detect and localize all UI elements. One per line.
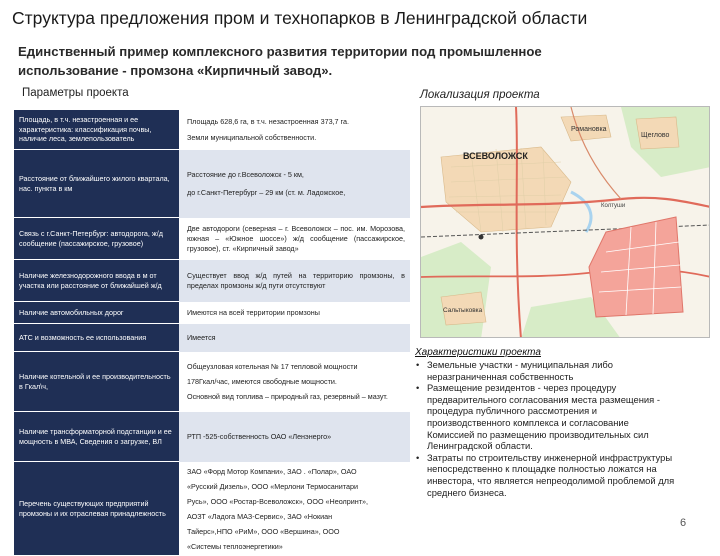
row-value [179, 352, 410, 412]
row-value [179, 110, 410, 150]
row-label: Связь с г.Санкт-Петербург: автодорога, ж/д сообщение (пассажирское, грузовое) [14, 218, 179, 260]
row-label: Наличие автомобильных дорог [14, 302, 179, 324]
table-row [14, 302, 410, 324]
list-item: • Размещение резидентов - через процедуру предварительного согласования места размещения - процедура публичного рассмотрения и производственного комплекса и согласование Комиссией по размещению производительных сил Ленинградской области. [414, 382, 676, 452]
value-line: «Системы теплоэнергетики» [187, 541, 283, 551]
value-line: АОЗТ «Ладога МАЗ-Сервис», ЗАО «Нокиан [187, 511, 333, 521]
value-line: Земли муниципальной собственности. [187, 133, 317, 142]
list-item: • Земельные участки - муниципальная либо неразграниченная собственность [414, 359, 676, 382]
row-value [179, 150, 410, 218]
row-label: Перечень существующих предприятий промзоны и их отраслевая принадлежность [14, 462, 179, 556]
row-value [179, 462, 410, 556]
value-line: Общеузловая котельная № 17 тепловой мощности [187, 362, 358, 372]
value-line: Две автодороги (северная – г. Всеволожск – пос. им. Морозова, южная – «Южное шоссе») ж/д сообщение (пассажирское, грузовое), ст. «Кирпичный завод» [187, 224, 405, 253]
table-row [14, 150, 410, 218]
row-value [179, 412, 410, 462]
value-line: РТП -525-собственность ОАО «Ленэнерго» [187, 432, 332, 442]
row-label: Расстояние от ближайшего жилого квартала, нас. пункта в км [14, 150, 179, 218]
value-line: Расстояние до г.Всеволожск - 5 км, [187, 170, 304, 180]
value-line: ЗАО «Форд Мотор Компани», ЗАО . «Полар», ОАО [187, 466, 357, 476]
location-map [420, 106, 710, 338]
row-value [179, 302, 410, 324]
value-line: Основной вид топлива – природный газ, резервный – мазут. [187, 391, 388, 401]
params-heading: Параметры проекта [22, 87, 129, 99]
map-label-koltushi: Колтуши [601, 203, 626, 209]
table-row [14, 412, 410, 462]
row-label: АТС и возможность ее использования [14, 324, 179, 352]
station-marker [479, 235, 484, 240]
row-label: Площадь, в т.ч. незастроенная и ее характеристика: классификация почвы, наличие леса, землепользователь [14, 110, 179, 150]
row-label: Наличие котельной и ее производительность в Гкал\ч, [14, 352, 179, 412]
map-label-shcheglovo: Щеглово [641, 132, 670, 139]
characteristics-heading: Характеристики проекта [415, 347, 541, 358]
value-line: Имеется [187, 333, 216, 343]
table-row [14, 462, 410, 556]
subtitle: Единственный пример комплексного развития территории под промышленное использование - промзона «Кирпичный завод». [18, 44, 542, 78]
row-label: Наличие трансформаторной подстанции и ее мощность в МВА, Сведения о загрузке, ВЛ [14, 412, 179, 462]
row-value [179, 260, 410, 302]
value-line: Русь», ООО «Ростар-Всеволожск», ООО «Неолринт», [187, 496, 369, 506]
value-line: «Русский Дизель», ООО «Мерлони Термосанитари [187, 481, 358, 491]
page-title: Структура предложения пром и технопарков в Ленинградской области [12, 8, 588, 28]
map-label-vsevolozhsk: ВСЕВОЛОЖСК [463, 151, 528, 161]
table-row [14, 324, 410, 352]
table-row [14, 352, 410, 412]
table-row [14, 218, 410, 260]
value-line: 178Гкал/час, имеются свободные мощности. [187, 377, 337, 387]
row-label: Наличие железнодорожного ввода в м от участка или расстояние от ближайшей ж/д [14, 260, 179, 302]
list-item: • Затраты по строительству инженерной инфраструктуры непосредственно к площадке полностью ложатся на инвестора, что является непреодолимой проблемой для среднего бизнеса. [414, 452, 676, 498]
value-line: Площадь 628,6 га, в т.ч. незастроенная 373,7 га. [187, 117, 350, 127]
location-heading: Локализация проекта [420, 89, 540, 101]
row-value [179, 324, 410, 352]
characteristics-list [414, 359, 676, 498]
map-label-romanovka: Романовка [571, 126, 607, 133]
page-number: 6 [680, 517, 687, 529]
table-row [14, 110, 410, 150]
value-line: Имеются на всей территории промзоны [187, 308, 320, 318]
map-label-saltykovka: Сальтыковка [443, 307, 483, 314]
value-line: до г.Санкт-Петербург – 29 км (ст. м. Ладожское, [187, 188, 346, 197]
value-line: Существует ввод ж/д путей на территорию промзоны, в пределах промзоны ж/д пути отсутствуют [187, 271, 405, 290]
value-line: Тайерс»,НПО «РиМ», ООО «Вершина», ООО [187, 526, 340, 536]
row-value [179, 218, 410, 260]
table-row [14, 260, 410, 302]
